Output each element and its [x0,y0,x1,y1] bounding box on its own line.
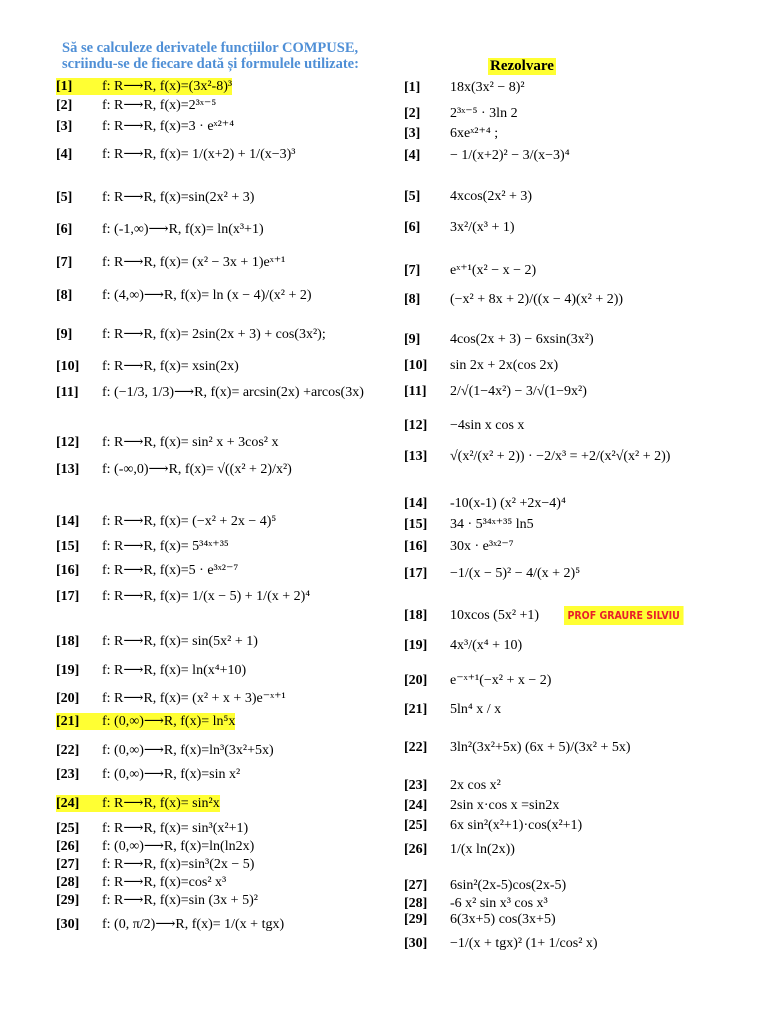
solution-row [404,912,556,928]
solution-row [404,672,551,689]
solution-row [404,878,566,894]
solution-row [404,418,524,434]
problem-number: [2] [56,97,73,113]
solution-formula: 5ln⁴ x / x [450,702,502,717]
problem-formula: f: (0,∞)⟶R, f(x)=ln(ln2x) [102,839,255,854]
problem-formula: f: R⟶R, f(x)=5 · e³ˣ²⁻⁷ [102,563,239,578]
problem-formula: f: (4,∞)⟶R, f(x)= ln (x − 4)/(x² + 2) [102,288,312,303]
solution-formula: 30x · e³ˣ²⁻⁷ [450,539,514,554]
problem-formula: f: R⟶R, f(x)= sin²x [102,796,220,811]
solution-row [404,384,587,400]
problem-formula: f: R⟶R, f(x)=(3x²-8)³ [102,79,233,94]
solution-formula: 1/(x ln(2x)) [450,842,515,857]
problem-row [56,287,312,304]
solution-number: [4] [404,148,421,163]
problem-number: [30] [56,916,80,932]
problem-row [56,820,248,837]
problem-formula: f: R⟶R, f(x)= 1/(x+2) + 1/(x−3)³ [102,147,296,162]
problem-number: [1] [56,78,73,94]
problem-formula: f: R⟶R, f(x)= sin³(x²+1) [102,821,249,836]
problem-row [56,221,264,238]
solution-row [404,105,518,122]
solution-row [404,262,536,279]
solution-number: [11] [404,384,427,399]
solution-row [404,702,501,718]
solution-number: [23] [404,778,428,793]
solution-formula: 10xcos (5x² +1) [450,608,540,623]
problem-row [56,384,364,401]
solution-formula: 6sin²(2x-5)cos(2x-5) [450,878,567,893]
problem-row [56,662,246,679]
problem-row [56,690,286,707]
problem-row [56,118,234,135]
solution-formula: eˣ⁺¹(x² − x − 2) [450,263,537,278]
solution-number: [12] [404,418,428,433]
problem-row [56,795,220,812]
solution-row [404,778,501,794]
solution-row [404,538,514,555]
problem-row [56,97,216,114]
solution-row [404,740,631,756]
solution-number: [1] [404,80,421,95]
solution-formula: 3ln²(3x²+5x) (6x + 5)/(3x² + 5x) [450,740,631,755]
problem-formula: f: (0,∞)⟶R, f(x)=ln³(3x²+5x) [102,743,274,758]
solution-number: [24] [404,798,428,813]
problem-row [56,358,239,375]
problem-row [56,838,254,855]
problem-number: [20] [56,690,80,706]
problem-number: [21] [56,713,80,729]
solution-row [404,148,570,164]
problem-row [56,588,310,605]
solution-row [404,358,558,374]
solution-number: [26] [404,842,428,857]
problem-number: [8] [56,287,73,303]
solution-formula: 4xcos(2x² + 3) [450,189,533,204]
solution-number: [29] [404,912,428,927]
solution-number: [8] [404,292,421,307]
solution-number: [18] [404,608,428,623]
solution-heading: Rezolvare [490,58,554,74]
solution-number: [14] [404,496,428,511]
problem-row [56,713,235,730]
solution-number: [15] [404,516,428,532]
solution-formula: -10(x-1) (x² +2x−4)⁴ [450,496,566,511]
solution-row [404,798,559,814]
solution-formula: −1/(x + tgx)² (1+ 1/cos² x) [450,936,598,951]
problem-formula: f: R⟶R, f(x)=sin(2x² + 3) [102,190,255,205]
problem-formula: f: R⟶R, f(x)=2³ˣ⁻⁵ [102,98,217,113]
problem-formula: f: R⟶R, f(x)= sin(5x² + 1) [102,634,258,649]
solution-number: [9] [404,332,421,347]
solution-row [404,292,623,308]
solution-row [404,566,580,582]
solution-row [404,125,498,142]
solution-number: [30] [404,936,428,951]
problem-row [56,254,285,271]
problem-number: [29] [56,892,80,908]
solution-number: [17] [404,566,428,581]
problem-row [56,146,296,163]
problem-number: [25] [56,820,80,836]
problem-row [56,633,258,650]
problem-row [56,892,258,909]
solution-formula: − 1/(x+2)² − 3/(x−3)⁴ [450,148,570,163]
solution-row [404,80,525,96]
solution-row [404,220,515,236]
problem-number: [13] [56,461,80,477]
problem-number: [18] [56,633,80,649]
problem-number: [12] [56,434,80,450]
solution-row [404,638,522,654]
problem-number: [22] [56,742,80,758]
solution-formula: 4x³/(x⁴ + 10) [450,638,523,653]
problem-row [56,916,284,933]
solution-row [404,496,566,512]
problem-number: [7] [56,254,73,270]
solution-number: [19] [404,638,428,653]
solution-row [404,936,598,952]
problem-row [56,742,274,759]
problem-number: [4] [56,146,73,162]
solution-number: [2] [404,105,421,121]
solution-number: [16] [404,538,428,554]
problem-row [56,766,240,783]
problem-number: [23] [56,766,80,782]
solution-formula: √(x²/(x² + 2)) · −2/x³ = +2/(x²√(x² + 2)) [450,449,671,464]
solution-formula: −1/(x − 5)² − 4/(x + 2)⁵ [450,566,581,581]
solution-row [404,842,515,858]
solution-number: [5] [404,189,421,204]
solution-formula: 6(3x+5) cos(3x+5) [450,912,556,927]
solution-number: [21] [404,702,428,717]
problem-formula: f: R⟶R, f(x)=sin (3x + 5)² [102,893,258,908]
problem-number: [6] [56,221,73,237]
solution-formula: 2sin x·cos x =sin2x [450,798,560,813]
solution-formula: 2x cos x² [450,778,501,793]
problem-formula: f: (-∞,0)⟶R, f(x)= √((x² + 2)/x²) [102,462,292,477]
problem-formula: f: (0,∞)⟶R, f(x)=sin x² [102,767,241,782]
problem-formula: f: (-1,∞)⟶R, f(x)= ln(x³+1) [102,222,264,237]
problem-row [56,189,254,206]
solution-row [404,818,582,834]
problem-number: [26] [56,838,80,854]
problem-formula: f: R⟶R, f(x)= xsin(2x) [102,359,239,374]
problem-formula: f: R⟶R, f(x)=3 · eˣ²⁺⁴ [102,119,235,134]
solution-number: [25] [404,818,428,833]
solution-row [404,608,539,624]
problem-formula: f: R⟶R, f(x)= 1/(x − 5) + 1/(x + 2)⁴ [102,589,311,604]
solution-formula: 18x(3x² − 8)² [450,80,525,95]
problem-number: [27] [56,856,80,872]
solution-number: [27] [404,878,428,893]
solution-formula: (−x² + 8x + 2)/((x − 4)(x² + 2)) [450,292,624,307]
solution-formula: -6 x² sin x³ cos x³ [450,896,548,911]
problem-number: [9] [56,326,73,342]
author-badge: PROF GRAURE SILVIU [564,606,683,625]
solution-formula: e⁻ˣ⁺¹(−x² + x − 2) [450,673,552,688]
solution-number: [20] [404,672,428,688]
problem-number: [17] [56,588,80,604]
problem-number: [14] [56,513,80,529]
problem-row [56,874,226,891]
solution-row [404,449,670,465]
solution-formula: 4cos(2x + 3) − 6xsin(3x²) [450,332,594,347]
problem-formula: f: R⟶R, f(x)= sin² x + 3cos² x [102,435,279,450]
solution-number: [6] [404,220,421,235]
solution-row [404,332,594,348]
problem-formula: f: R⟶R, f(x)= (−x² + 2x − 4)⁵ [102,514,277,529]
solution-row [404,896,548,912]
solution-row [404,516,534,533]
problem-row [56,326,326,343]
problem-row [56,434,278,451]
problem-number: [19] [56,662,80,678]
problem-formula: f: R⟶R, f(x)= (x² − 3x + 1)eˣ⁺¹ [102,255,286,270]
problem-number: [11] [56,384,79,400]
page-title: Să se calculeze derivatele funcțiilor COMPUSE, scriindu-se de fiecare dată și formulele utilizate: [62,40,359,72]
solution-number: [10] [404,358,428,373]
solution-row [404,189,532,205]
problem-number: [28] [56,874,80,890]
problem-row [56,513,276,530]
problem-row [56,461,292,478]
solution-number: [28] [404,896,428,911]
problem-number: [5] [56,189,73,205]
problem-formula: f: (0, π/2)⟶R, f(x)= 1/(x + tgx) [102,917,285,932]
solution-formula: 6x sin²(x²+1)·cos(x²+1) [450,818,583,833]
solution-formula: 2/√(1−4x²) − 3/√(1−9x²) [450,384,587,399]
problem-formula: f: R⟶R, f(x)= ln(x⁴+10) [102,663,247,678]
problem-formula: f: (0,∞)⟶R, f(x)= ln⁵x [102,714,236,729]
problem-formula: f: R⟶R, f(x)= 2sin(2x + 3) + cos(3x²); [102,327,326,342]
problem-row [56,562,238,579]
problem-row [56,538,229,555]
problem-number: [16] [56,562,80,578]
solution-number: [13] [404,449,428,464]
problem-formula: f: R⟶R, f(x)=sin³(2x − 5) [102,857,255,872]
problem-number: [10] [56,358,80,374]
solution-number: [3] [404,125,421,141]
solution-formula: −4sin x cos x [450,418,525,433]
solution-formula: 2³ˣ⁻⁵ · 3ln 2 [450,106,518,121]
solution-formula: 3x²/(x³ + 1) [450,220,515,235]
problem-number: [15] [56,538,80,554]
problem-formula: f: R⟶R, f(x)= (x² + x + 3)e⁻ˣ⁺¹ [102,691,286,706]
problem-row [56,856,254,873]
problem-number: [3] [56,118,73,134]
solution-number: [22] [404,740,428,755]
problem-number: [24] [56,795,80,811]
problem-formula: f: (−1/3, 1/3)⟶R, f(x)= arcsin(2x) +arcos(3x) [102,385,364,400]
solution-formula: 34 · 5³⁴ˣ⁺³⁵ ln5 [450,517,534,532]
solution-formula: sin 2x + 2x(cos 2x) [450,358,559,373]
solution-number: [7] [404,262,421,278]
problem-formula: f: R⟶R, f(x)= 5³⁴ˣ⁺³⁵ [102,539,229,554]
problem-row [56,78,232,95]
problem-formula: f: R⟶R, f(x)=cos² x³ [102,875,227,890]
solution-formula: 6xeˣ²⁺⁴ ; [450,126,499,141]
